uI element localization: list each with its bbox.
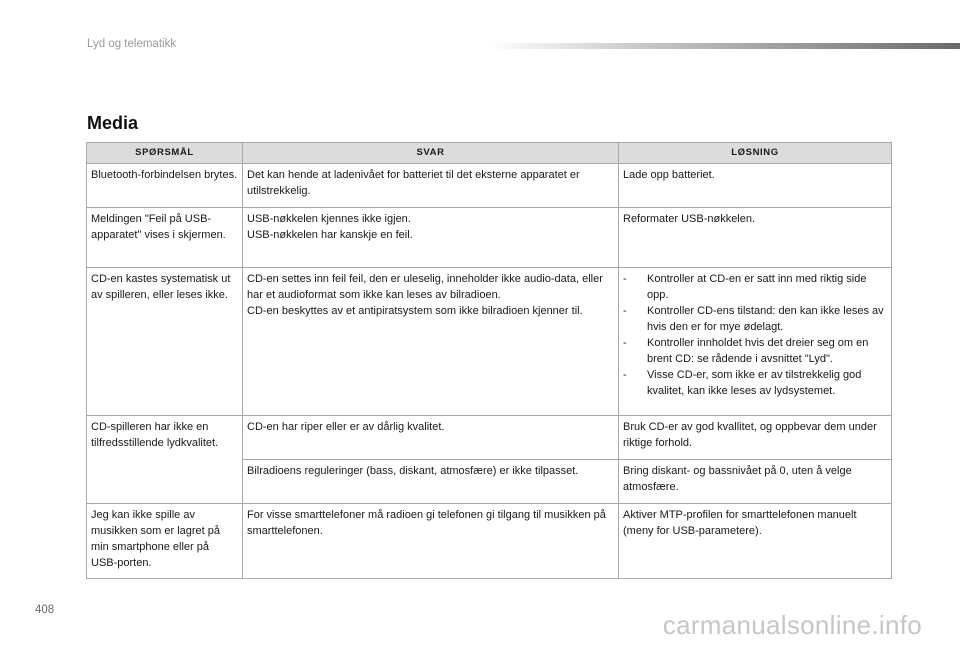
question-cell: Meldingen "Feil på USB-apparatet" vises i skjermen. [87, 208, 243, 268]
header-gradient-bar [488, 43, 960, 49]
answer-line: CD-en settes inn feil feil, den er uleselig, inneholder ikke audio-data, eller har et audioformat som ikke kan leses av bilradioen. [247, 273, 603, 301]
answer-cell [243, 268, 619, 416]
solution-cell: Aktiver MTP-profilen for smarttelefonen manuelt (meny for USB-parametere). [619, 504, 892, 579]
section-title: Media [87, 113, 139, 133]
page-number: 408 [35, 604, 55, 616]
solution-cell: Reformater USB-nøkkelen. [619, 208, 892, 268]
table-row [87, 208, 892, 268]
solution-list [623, 271, 887, 399]
solution-cell: Bring diskant- og bassnivået på 0, uten å velge atmosfære. [619, 460, 892, 504]
solution-item: - Kontroller at CD-en er satt inn med riktig side opp. [623, 271, 887, 303]
question-cell: Bluetooth-forbindelsen brytes. [87, 164, 243, 208]
column-header-answer: SVAR [243, 143, 619, 164]
answer-line: USB-nøkkelen har kanskje en feil. [247, 229, 413, 241]
solution-cell: Bruk CD-er av god kvallitet, og oppbevar dem under riktige forhold. [619, 416, 892, 460]
solution-item: - Kontroller CD-ens tilstand: den kan ikke leses av hvis den er for mye ødelagt. [623, 303, 887, 335]
table-row [87, 504, 892, 579]
watermark: carmanualsonline.info [662, 610, 922, 640]
column-header-solution: LØSNING [619, 143, 892, 164]
question-cell: CD-en kastes systematisk ut av spilleren, eller leses ikke. [87, 268, 243, 416]
solution-item: - Visse CD-er, som ikke er av tilstrekkelig god kvalitet, kan ikke leses av lydsystemet. [623, 367, 887, 399]
column-header-question: SPØRSMÅL [87, 143, 243, 164]
answer-cell: Det kan hende at ladenivået for batteriet til det eksterne apparatet er utilstrekkelig. [243, 164, 619, 208]
faq-table [86, 142, 892, 579]
solution-item: - Kontroller innholdet hvis det dreier seg om en brent CD: se rådende i avsnittet "Lyd". [623, 335, 887, 367]
answer-cell: CD-en har riper eller er av dårlig kvalitet. [243, 416, 619, 460]
solution-cell [619, 268, 892, 416]
table-row [87, 416, 892, 460]
answer-cell: Bilradioens reguleringer (bass, diskant, atmosfære) er ikke tilpasset. [243, 460, 619, 504]
solution-cell: Lade opp batteriet. [619, 164, 892, 208]
table-header-row [87, 143, 892, 164]
answer-line: CD-en beskyttes av et antipiratsystem som ikke bilradioen kjenner til. [247, 305, 583, 317]
answer-line: USB-nøkkelen kjennes ikke igjen. [247, 213, 411, 225]
table-row [87, 164, 892, 208]
question-cell: CD-spilleren har ikke en tilfredsstillende lydkvalitet. [87, 416, 243, 504]
answer-cell [243, 208, 619, 268]
running-header: Lyd og telematikk [87, 38, 177, 50]
table-row [87, 268, 892, 416]
question-cell: Jeg kan ikke spille av musikken som er lagret på min smartphone eller på USB-porten. [87, 504, 243, 579]
answer-cell: For visse smarttelefoner må radioen gi telefonen gi tilgang til musikken på smarttelefonen. [243, 504, 619, 579]
